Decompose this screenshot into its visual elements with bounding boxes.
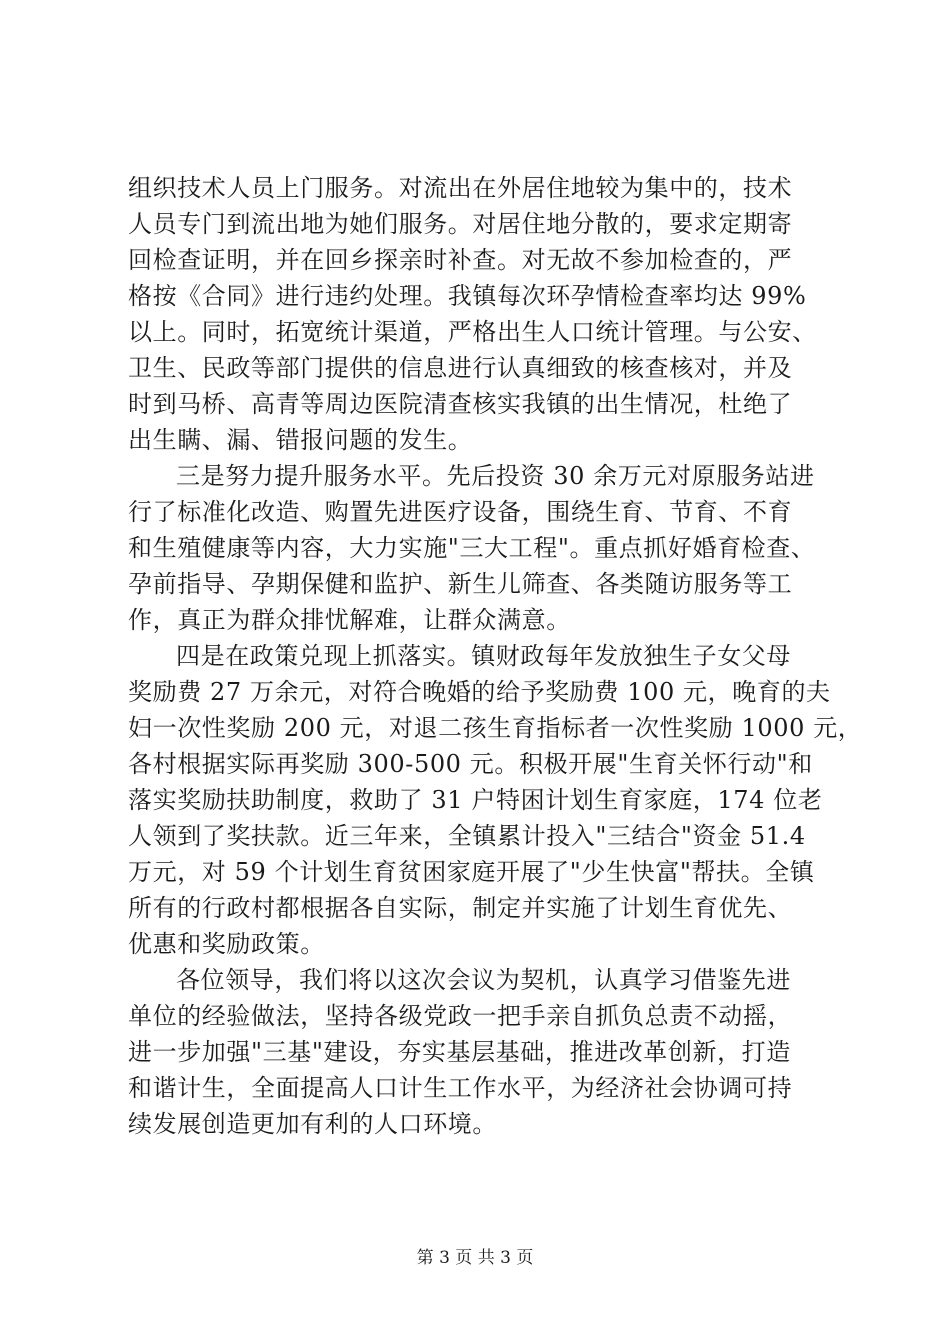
body-line: 格按《合同》进行违约处理。我镇每次环孕情检查率均达 99% (128, 282, 807, 310)
body-line: 落实奖励扶助制度，救助了 31 户特困计划生育家庭，174 位老 (128, 786, 823, 814)
body-line: 作，真正为群众排忧解难，让群众满意。 (128, 606, 571, 634)
paragraph-start-line: 各位领导，我们将以这次会议为契机，认真学习借鉴先进 (176, 966, 791, 994)
page-number: 第 3 页 共 3 页 (416, 1248, 534, 1268)
body-line: 各村根据实际再奖励 300-500 元。积极开展"生育关怀行动"和 (128, 750, 813, 778)
body-line: 时到马桥、高青等周边医院清查核实我镇的出生情况，杜绝了 (128, 390, 793, 418)
document-body (128, 170, 863, 1142)
body-line: 孕前指导、孕期保健和监护、新生儿筛查、各类随访服务等工 (128, 570, 793, 598)
body-line: 和生殖健康等内容，大力实施"三大工程"。重点抓好婚育检查、 (128, 534, 816, 562)
body-line: 万元，对 59 个计划生育贫困家庭开展了"少生快富"帮扶。全镇 (128, 858, 815, 886)
body-line: 和谐计生，全面提高人口计生工作水平，为经济社会协调可持 (128, 1074, 793, 1102)
body-line: 组织技术人员上门服务。对流出在外居住地较为集中的，技术 (128, 174, 793, 202)
body-line: 人员专门到流出地为她们服务。对居住地分散的，要求定期寄 (128, 210, 793, 238)
body-line: 回检查证明，并在回乡探亲时补查。对无故不参加检查的，严 (128, 246, 793, 274)
body-line: 妇一次性奖励 200 元，对退二孩生育指标者一次性奖励 1000 元， (128, 714, 863, 742)
page-footer (0, 1246, 950, 1270)
body-line: 单位的经验做法，坚持各级党政一把手亲自抓负总责不动摇， (128, 1002, 793, 1030)
body-line: 人领到了奖扶款。近三年来，全镇累计投入"三结合"资金 51.4 (128, 822, 806, 850)
body-line: 奖励费 27 万余元，对符合晚婚的给予奖励费 100 元，晚育的夫 (128, 678, 831, 706)
body-line: 所有的行政村都根据各自实际，制定并实施了计划生育优先、 (128, 894, 793, 922)
body-line: 以上。同时，拓宽统计渠道，严格出生人口统计管理。与公安、 (128, 318, 817, 346)
body-line: 续发展创造更加有利的人口环境。 (128, 1110, 497, 1138)
body-line: 出生瞒、漏、错报问题的发生。 (128, 426, 473, 454)
paragraph-start-line: 四是在政策兑现上抓落实。镇财政每年发放独生子女父母 (176, 642, 791, 670)
body-line: 优惠和奖励政策。 (128, 930, 325, 958)
body-line: 行了标准化改造、购置先进医疗设备，围绕生育、节育、不育 (128, 498, 793, 526)
body-line: 卫生、民政等部门提供的信息进行认真细致的核查核对，并及 (128, 354, 793, 382)
body-line: 进一步加强"三基"建设，夯实基层基础，推进改革创新，打造 (128, 1038, 791, 1066)
paragraph-start-line: 三是努力提升服务水平。先后投资 30 余万元对原服务站进 (176, 462, 815, 490)
